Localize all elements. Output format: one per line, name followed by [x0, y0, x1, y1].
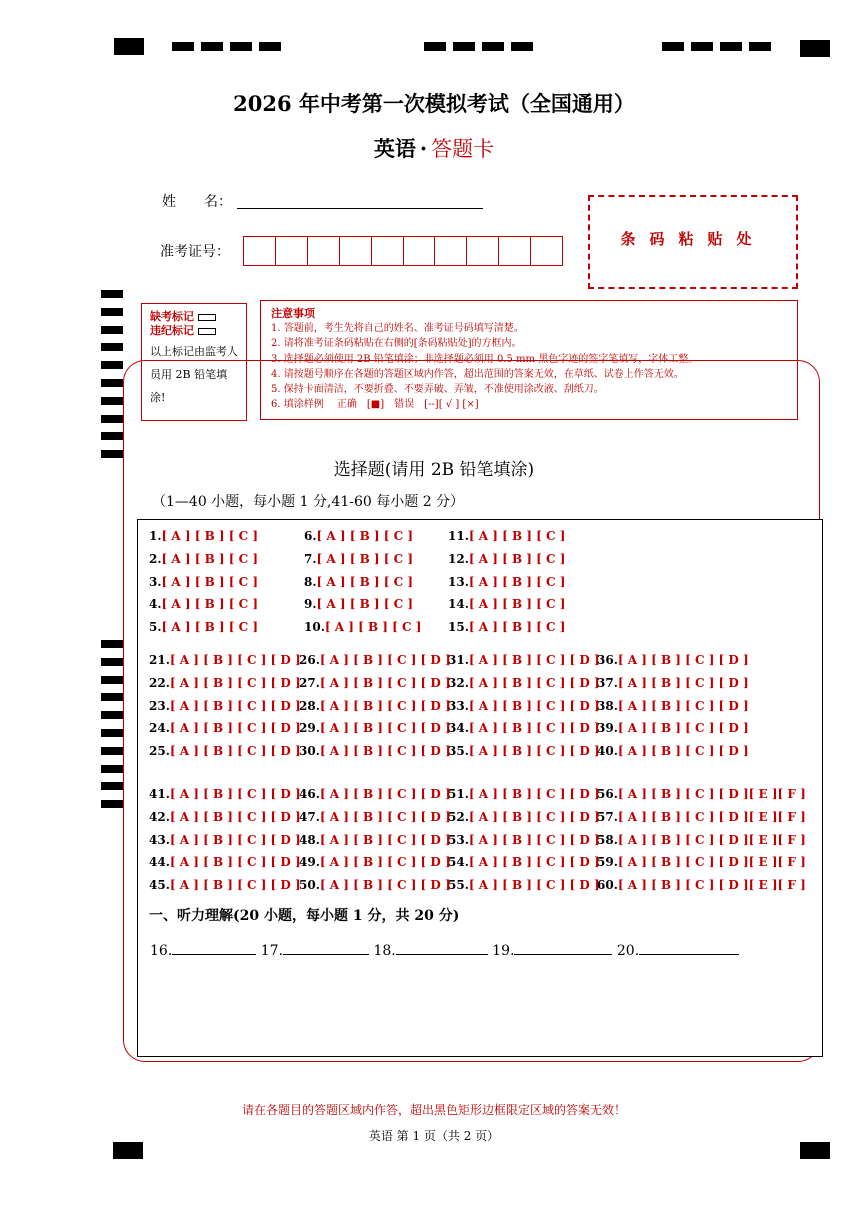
timing-mark: [800, 40, 830, 57]
question-number: 36.: [597, 653, 618, 667]
answer-options[interactable]: [ A ] [ B ] [ C ] [ D ]: [617, 721, 749, 736]
question-25[interactable]: [149, 744, 301, 758]
question-50[interactable]: [299, 878, 451, 892]
answer-options[interactable]: [ A ] [ B ] [ C ] [ D ]: [468, 832, 600, 847]
timing-mark: [691, 42, 713, 51]
question-number: 46.: [299, 787, 320, 801]
timing-mark: [101, 640, 123, 648]
question-30[interactable]: [299, 744, 451, 758]
question-41[interactable]: [149, 787, 301, 801]
answer-options[interactable]: [ A ] [ B ] [ C ]: [316, 529, 414, 543]
timing-mark: [662, 42, 684, 51]
question-number: 23.: [149, 698, 170, 713]
answer-options[interactable]: [ A ] [ B ] [ C ] [ D ]: [468, 698, 600, 713]
answer-options[interactable]: [ A ] [ B ] [ C ] [ D ]: [169, 744, 301, 759]
answer-options[interactable]: [ A ] [ B ] [ C ] [ D ]: [468, 855, 600, 870]
question-36[interactable]: [597, 653, 749, 667]
question-4[interactable]: [149, 597, 258, 611]
answer-options[interactable]: [ A ] [ B ] [ C ]: [161, 597, 259, 612]
timing-mark: [101, 308, 123, 316]
timing-mark: [201, 42, 223, 51]
question-49[interactable]: [299, 855, 451, 869]
question-2[interactable]: [149, 552, 258, 566]
question-number: 59.: [597, 855, 618, 870]
timing-mark: [101, 361, 123, 369]
blank-line[interactable]: [639, 940, 739, 955]
card-subtitle: [0, 133, 868, 163]
notes-box: [260, 300, 798, 420]
answer-options[interactable]: [ A ] [ B ] [ C ]: [161, 620, 259, 635]
question-number: 47.: [299, 809, 320, 824]
answer-options[interactable]: [ A ] [ B ] [ C ] [ D ]: [169, 878, 301, 893]
blank-line[interactable]: [396, 940, 488, 955]
answer-options[interactable]: [ A ] [ B ] [ C ]: [316, 574, 414, 589]
blank-number: 20.: [616, 943, 640, 959]
timing-mark: [259, 42, 281, 51]
answer-options[interactable]: [ A ] [ B ] [ C ] [ D ]: [319, 878, 451, 893]
question-number: 21.: [149, 653, 170, 667]
question-number: 14.: [448, 597, 469, 612]
timing-mark: [511, 42, 533, 51]
question-53[interactable]: [448, 833, 600, 847]
question-number: 7.: [304, 551, 317, 566]
timing-mark: [424, 42, 446, 51]
violation-mark-label: 违纪标记: [150, 324, 194, 337]
question-number: 55.: [448, 878, 469, 893]
name-label: 姓 名：: [162, 194, 232, 210]
answer-options[interactable]: [ A ] [ B ] [ C ] [ D ]: [468, 721, 600, 736]
answer-options[interactable]: [ A ] [ B ] [ C ] [ D ]: [468, 675, 600, 690]
question-60[interactable]: [597, 878, 806, 892]
mark-note: 以上标记由监考人员用 2B 铅笔填涂!: [150, 345, 238, 404]
question-number: 57.: [597, 809, 618, 824]
timing-mark: [101, 729, 123, 737]
answer-options[interactable]: [ A ] [ B ] [ C ] [ D ]: [319, 653, 451, 667]
mark-box: [141, 303, 247, 421]
question-26[interactable]: [299, 653, 451, 667]
question-number: 60.: [597, 878, 618, 893]
question-number: 9.: [304, 597, 317, 612]
question-number: 5.: [149, 620, 162, 635]
absent-mark-box[interactable]: [198, 314, 216, 321]
notes-item: 5. 保持卡面清洁，不要折叠、不要弄破、弄皱，不准使用涂改液、刮纸刀。: [271, 384, 604, 396]
blank-number: 19.: [492, 943, 515, 959]
listening-title: 一、听力理解(20 小题，每小题 1 分，共 20 分): [149, 908, 460, 924]
question-57[interactable]: [597, 810, 806, 824]
question-48[interactable]: [299, 833, 451, 847]
blank-number: 16.: [150, 943, 173, 959]
question-number: 35.: [448, 744, 469, 759]
notes-item: 3. 选择题必须使用 2B 铅笔填涂；非选择题必须用 0.5 mm 黑色字迹的签字笔填写，字体工整。: [271, 353, 699, 365]
timing-mark: [101, 782, 123, 790]
question-number: 12.: [448, 551, 469, 566]
answer-options[interactable]: [ A ] [ B ] [ C ]: [468, 620, 566, 635]
question-number: 29.: [299, 721, 320, 736]
violation-mark-box[interactable]: [198, 328, 216, 335]
timing-mark: [101, 415, 123, 423]
timing-mark: [101, 747, 123, 755]
question-number: 56.: [597, 787, 618, 801]
question-number: 2.: [149, 551, 162, 566]
blank-line[interactable]: [172, 940, 256, 955]
answer-options[interactable]: [ A ] [ B ] [ C ]: [316, 597, 414, 612]
answer-options[interactable]: [ A ] [ B ] [ C ] [ D ]: [319, 698, 451, 713]
answer-options[interactable]: [ A ] [ B ] [ C ]: [161, 551, 259, 566]
answer-options[interactable]: [ A ] [ B ] [ C ] [ D ]: [468, 787, 600, 801]
page-footer: 英语 第 1 页（共 2 页）: [368, 1129, 500, 1143]
answer-options[interactable]: [ A ] [ B ] [ C ]: [468, 551, 566, 566]
timing-mark: [101, 693, 123, 701]
notes-item: 1. 答题前，考生先将自己的姓名、准考证号码填写清楚。: [271, 323, 524, 335]
blank-number: 18.: [373, 943, 396, 959]
answer-options[interactable]: [ A ] [ B ] [ C ] [ D ]: [319, 832, 451, 847]
card-label: 答题卡: [431, 137, 495, 161]
answer-options[interactable]: [ A ] [ B ] [ C ] [ D ]: [468, 809, 600, 824]
timing-mark: [101, 379, 123, 387]
question-39[interactable]: [597, 721, 749, 735]
question-number: 1.: [149, 529, 162, 543]
question-number: 58.: [597, 832, 618, 847]
answer-options[interactable]: [ A ] [ B ] [ C ] [ D ]: [169, 855, 301, 870]
answer-options[interactable]: [ A ] [ B ] [ C ] [ D ]: [617, 675, 749, 690]
question-1[interactable]: [149, 529, 258, 543]
question-number: 24.: [149, 721, 170, 736]
question-6[interactable]: [304, 529, 413, 543]
timing-mark: [101, 765, 123, 773]
notes-item: 4. 请按题号顺序在各题的答题区域内作答，超出范围的答案无效，在草纸、试卷上作答无效。: [271, 368, 684, 380]
notes-item: 2. 请将准考证条码粘贴在右侧的[条码粘贴处]的方框内。: [271, 338, 522, 350]
absent-mark-label: 缺考标记: [150, 310, 194, 323]
question-9[interactable]: [304, 597, 413, 611]
answer-options[interactable]: [ A ] [ B ] [ C ]: [324, 620, 422, 635]
question-3[interactable]: [149, 575, 258, 589]
timing-mark: [720, 42, 742, 51]
timing-mark: [101, 343, 123, 351]
answer-options[interactable]: [ A ] [ B ] [ C ] [ D ][ E ][ F ]: [617, 832, 806, 847]
timing-mark: [230, 42, 252, 51]
answer-options[interactable]: [ A ] [ B ] [ C ]: [161, 574, 259, 589]
question-number: 54.: [448, 855, 469, 870]
question-number: 10.: [304, 620, 325, 635]
question-59[interactable]: [597, 855, 806, 869]
answer-options[interactable]: [ A ] [ B ] [ C ] [ D ]: [319, 855, 451, 870]
question-number: 40.: [597, 744, 618, 759]
question-number: 4.: [149, 597, 162, 612]
listening-blanks: [150, 940, 739, 959]
blank-number: 17.: [260, 943, 283, 959]
question-number: 45.: [149, 878, 170, 893]
timing-mark: [172, 42, 194, 51]
notes-title: 注意事项: [271, 307, 315, 320]
timing-mark: [482, 42, 504, 51]
answer-options[interactable]: [ A ] [ B ] [ C ] [ D ]: [319, 787, 451, 801]
question-number: 13.: [448, 574, 469, 589]
question-number: 32.: [448, 675, 469, 690]
answer-options[interactable]: [ A ] [ B ] [ C ]: [316, 551, 414, 566]
question-31[interactable]: [448, 653, 600, 667]
question-number: 34.: [448, 721, 469, 736]
question-number: 31.: [448, 653, 469, 667]
timing-mark: [101, 676, 123, 684]
question-12[interactable]: [448, 552, 565, 566]
question-number: 43.: [149, 832, 170, 847]
timing-mark: [101, 397, 123, 405]
question-35[interactable]: [448, 744, 600, 758]
answer-options[interactable]: [ A ] [ B ] [ C ] [ D ]: [319, 675, 451, 690]
question-number: 3.: [149, 574, 162, 589]
question-14[interactable]: [448, 597, 565, 611]
question-22[interactable]: [149, 676, 301, 690]
answer-options[interactable]: [ A ] [ B ] [ C ]: [161, 529, 259, 543]
question-40[interactable]: [597, 744, 749, 758]
blank-line[interactable]: [514, 940, 612, 955]
answer-options[interactable]: [ A ] [ B ] [ C ] [ D ]: [169, 653, 301, 667]
question-54[interactable]: [448, 855, 600, 869]
question-number: 33.: [448, 698, 469, 713]
answer-options[interactable]: [ A ] [ B ] [ C ]: [468, 574, 566, 589]
answer-options[interactable]: [ A ] [ B ] [ C ] [ D ]: [468, 878, 600, 893]
question-number: 44.: [149, 855, 170, 870]
answer-options[interactable]: [ A ] [ B ] [ C ] [ D ]: [169, 721, 301, 736]
question-46[interactable]: [299, 787, 451, 801]
question-number: 48.: [299, 832, 320, 847]
question-7[interactable]: [304, 552, 413, 566]
question-32[interactable]: [448, 676, 600, 690]
question-45[interactable]: [149, 878, 301, 892]
question-number: 53.: [448, 832, 469, 847]
question-51[interactable]: [448, 787, 600, 801]
question-number: 51.: [448, 787, 469, 801]
question-number: 28.: [299, 698, 320, 713]
timing-mark: [113, 1142, 143, 1159]
notes-item: 6. 填涂样例 正确 [■] 错误 [--][ √ ] [×]: [271, 399, 479, 411]
question-11[interactable]: [448, 529, 565, 543]
question-33[interactable]: [448, 699, 600, 713]
exam-title: 2026 年中考第一次模拟考试（全国通用）: [233, 91, 635, 116]
timing-mark: [749, 42, 771, 51]
question-34[interactable]: [448, 721, 600, 735]
question-number: 39.: [597, 721, 618, 736]
question-56[interactable]: [597, 787, 806, 801]
name-field[interactable]: [237, 207, 483, 209]
question-number: 52.: [448, 809, 469, 824]
question-24[interactable]: [149, 721, 301, 735]
timing-mark: [101, 711, 123, 719]
answer-options[interactable]: [ A ] [ B ] [ C ] [ D ]: [468, 744, 600, 759]
answer-options[interactable]: [ A ] [ B ] [ C ] [ D ][ E ][ F ]: [617, 878, 806, 893]
question-15[interactable]: [448, 620, 565, 634]
question-55[interactable]: [448, 878, 600, 892]
timing-mark: [101, 658, 123, 666]
question-number: 22.: [149, 675, 170, 690]
question-number: 30.: [299, 744, 320, 759]
question-number: 42.: [149, 809, 170, 824]
question-number: 11.: [448, 529, 469, 543]
question-number: 38.: [597, 698, 618, 713]
answer-options[interactable]: [ A ] [ B ] [ C ] [ D ]: [617, 698, 749, 713]
question-58[interactable]: [597, 833, 806, 847]
answer-options[interactable]: [ A ] [ B ] [ C ]: [468, 597, 566, 612]
question-number: 8.: [304, 574, 317, 589]
answer-options[interactable]: [ A ] [ B ] [ C ] [ D ][ E ][ F ]: [617, 787, 806, 801]
barcode-area: 条码粘贴处: [588, 195, 798, 289]
warning-text: 请在各题目的答题区域内作答，超出黑色矩形边框限定区域的答案无效！: [241, 1103, 626, 1117]
dot: ·: [419, 136, 428, 161]
question-5[interactable]: [149, 620, 258, 634]
question-number: 37.: [597, 675, 618, 690]
question-28[interactable]: [299, 699, 451, 713]
id-label: 准考证号：: [160, 244, 230, 260]
question-number: 6.: [304, 529, 317, 543]
question-8[interactable]: [304, 575, 413, 589]
question-52[interactable]: [448, 810, 600, 824]
blank-line[interactable]: [283, 940, 369, 955]
answer-options[interactable]: [ A ] [ B ] [ C ] [ D ]: [319, 744, 451, 759]
id-number-boxes[interactable]: [243, 236, 563, 266]
question-42[interactable]: [149, 810, 301, 824]
answer-options[interactable]: [ A ] [ B ] [ C ] [ D ]: [617, 744, 749, 759]
question-number: 50.: [299, 878, 320, 893]
question-37[interactable]: [597, 676, 749, 690]
answer-options[interactable]: [ A ] [ B ] [ C ] [ D ][ E ][ F ]: [617, 809, 806, 824]
timing-mark: [114, 38, 144, 55]
section-subtitle: （1—40 小题，每小题 1 分,41-60 每小题 2 分）: [152, 494, 465, 510]
section-title: 选择题(请用 2B 铅笔填涂): [333, 460, 535, 480]
question-number: 27.: [299, 675, 320, 690]
question-23[interactable]: [149, 699, 301, 713]
timing-mark: [453, 42, 475, 51]
answer-options[interactable]: [ A ] [ B ] [ C ] [ D ]: [169, 698, 301, 713]
answer-options[interactable]: [ A ] [ B ] [ C ] [ D ]: [319, 721, 451, 736]
timing-mark: [101, 290, 123, 298]
answer-options[interactable]: [ A ] [ B ] [ C ] [ D ][ E ][ F ]: [617, 855, 806, 870]
timing-mark: [101, 432, 123, 440]
question-number: 49.: [299, 855, 320, 870]
question-27[interactable]: [299, 676, 451, 690]
question-44[interactable]: [149, 855, 301, 869]
question-38[interactable]: [597, 699, 749, 713]
answer-options[interactable]: [ A ] [ B ] [ C ] [ D ]: [319, 809, 451, 824]
question-10[interactable]: [304, 620, 421, 634]
question-number: 15.: [448, 620, 469, 635]
timing-mark: [101, 800, 123, 808]
answer-options[interactable]: [ A ] [ B ] [ C ] [ D ]: [169, 675, 301, 690]
answer-options[interactable]: [ A ] [ B ] [ C ] [ D ]: [468, 653, 600, 667]
answer-options[interactable]: [ A ] [ B ] [ C ] [ D ]: [169, 787, 301, 801]
timing-mark: [101, 326, 123, 334]
question-number: 41.: [149, 787, 170, 801]
answer-options[interactable]: [ A ] [ B ] [ C ] [ D ]: [617, 653, 749, 667]
question-13[interactable]: [448, 575, 565, 589]
question-21[interactable]: [149, 653, 301, 667]
subject: 英语: [373, 136, 416, 161]
question-number: 25.: [149, 744, 170, 759]
question-43[interactable]: [149, 833, 301, 847]
question-number: 26.: [299, 653, 320, 667]
answer-options[interactable]: [ A ] [ B ] [ C ] [ D ]: [169, 809, 301, 824]
question-47[interactable]: [299, 810, 451, 824]
timing-mark: [800, 1142, 830, 1159]
answer-options[interactable]: [ A ] [ B ] [ C ] [ D ]: [169, 832, 301, 847]
answer-options[interactable]: [ A ] [ B ] [ C ]: [468, 529, 566, 543]
question-29[interactable]: [299, 721, 451, 735]
